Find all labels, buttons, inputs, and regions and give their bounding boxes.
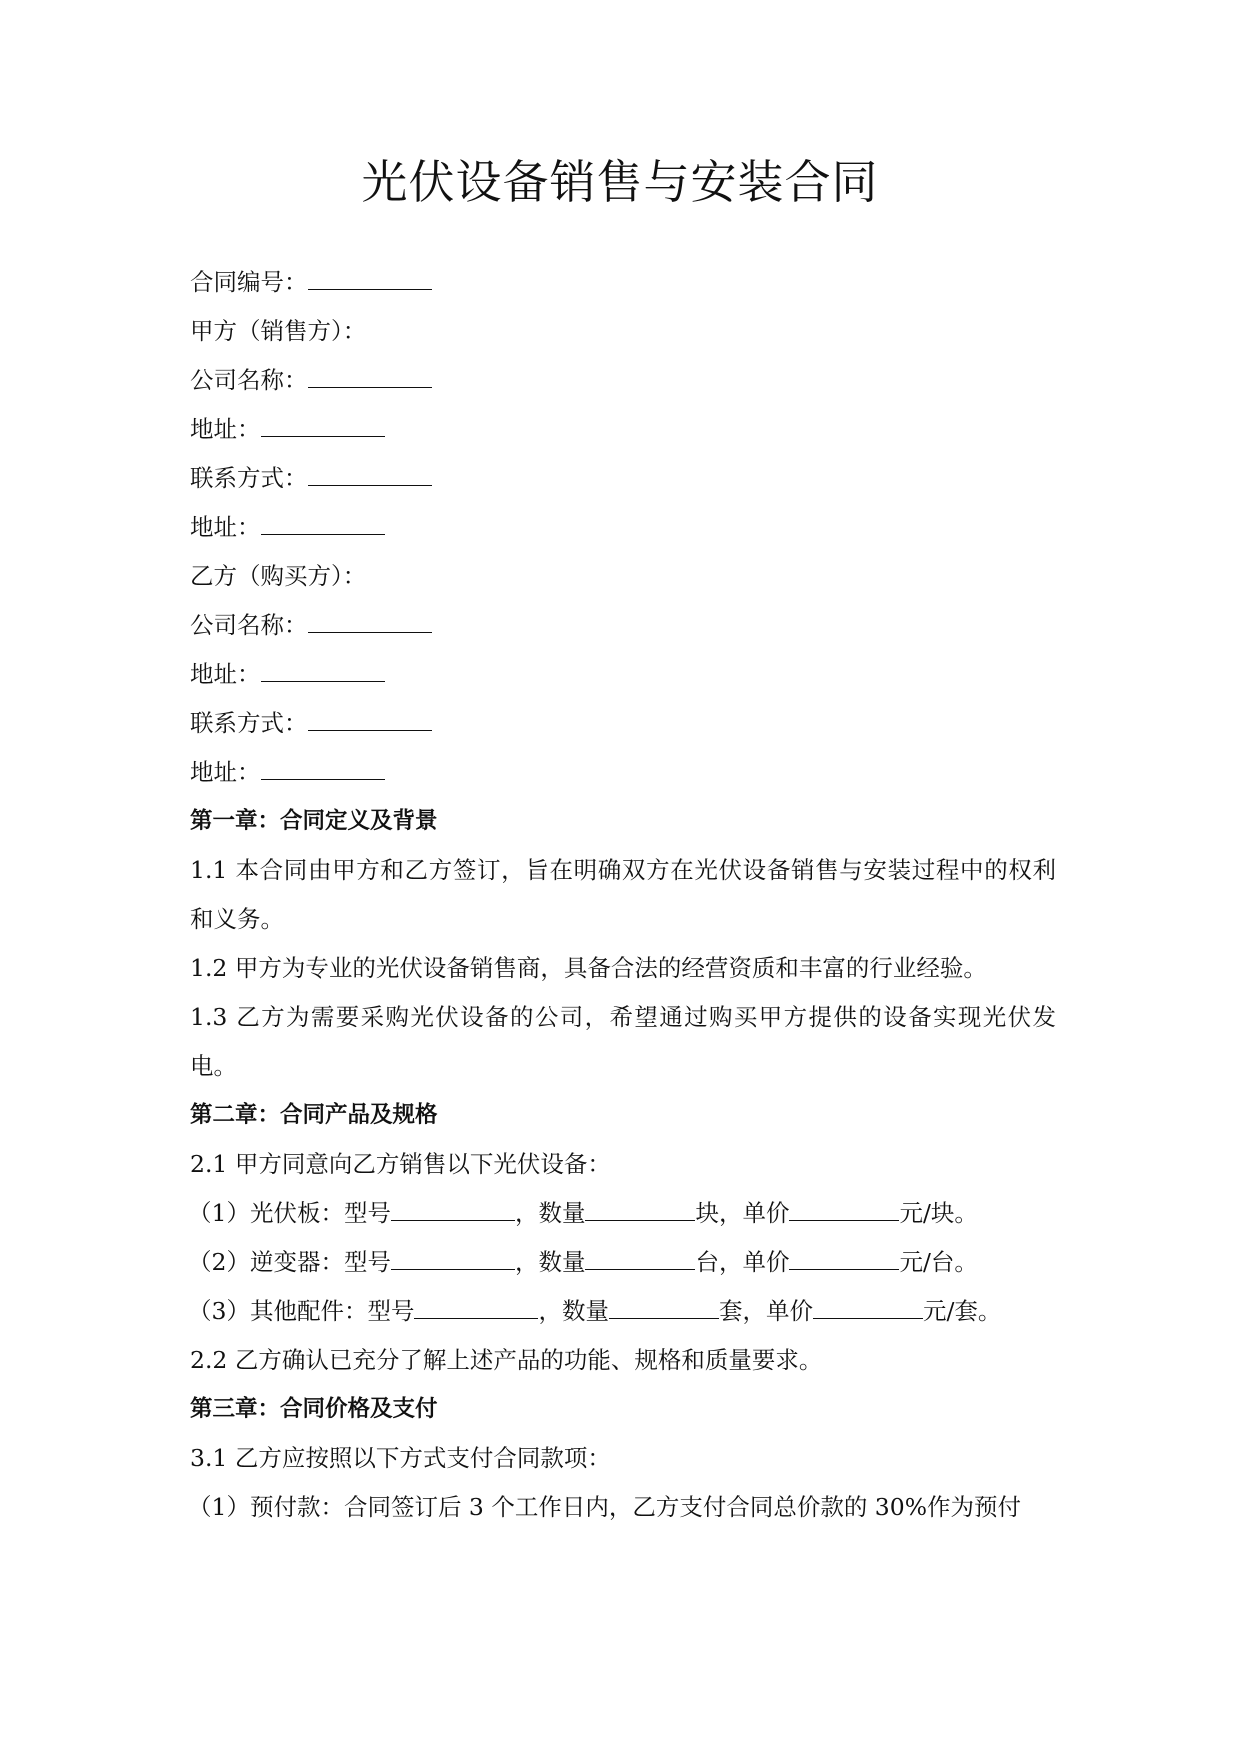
contract-body bbox=[190, 258, 1056, 1532]
clause-2-2: 2.2 乙方确认已充分了解上述产品的功能、规格和质量要求。 bbox=[190, 1346, 823, 1374]
price-blank[interactable] bbox=[789, 1194, 899, 1221]
field-label: 合同编号： bbox=[190, 268, 308, 296]
unit-label: 台，单价 bbox=[695, 1248, 790, 1276]
price-unit: 元/块。 bbox=[899, 1199, 978, 1227]
field-label: 联系方式： bbox=[190, 464, 308, 492]
chapter-heading: 第三章：合同价格及支付 bbox=[190, 1396, 438, 1422]
fill-blank[interactable] bbox=[261, 655, 385, 682]
unit-label: 套，单价 bbox=[718, 1297, 813, 1325]
price-unit: 元/台。 bbox=[899, 1248, 978, 1276]
qty-blank[interactable] bbox=[585, 1243, 695, 1270]
field-contract-number bbox=[190, 258, 1056, 307]
product-item-inverter bbox=[188, 1238, 1056, 1287]
fill-blank[interactable] bbox=[308, 263, 432, 290]
fill-blank[interactable] bbox=[308, 459, 432, 486]
clause-2-1: 2.1 甲方同意向乙方销售以下光伏设备： bbox=[190, 1150, 611, 1178]
field-party-a-address bbox=[190, 405, 1056, 454]
field-party-b-address bbox=[190, 650, 1056, 699]
fill-blank[interactable] bbox=[308, 361, 432, 388]
field-label: 公司名称： bbox=[190, 611, 308, 639]
field-label: 地址： bbox=[190, 758, 261, 786]
qty-label: ，数量 bbox=[514, 1248, 586, 1276]
item-prefix: （1）光伏板：型号 bbox=[188, 1199, 391, 1227]
product-item-accessories bbox=[188, 1287, 1056, 1336]
field-party-a-company bbox=[190, 356, 1056, 405]
model-blank[interactable] bbox=[414, 1292, 538, 1319]
field-label: 乙方（购买方）： bbox=[190, 562, 367, 590]
field-label: 地址： bbox=[190, 513, 261, 541]
clause-3-1: 3.1 乙方应按照以下方式支付合同款项： bbox=[190, 1444, 611, 1472]
chapter-heading: 第一章：合同定义及背景 bbox=[190, 808, 438, 834]
item-prefix: （2）逆变器：型号 bbox=[188, 1248, 391, 1276]
model-blank[interactable] bbox=[391, 1194, 515, 1221]
document-title: 光伏设备销售与安装合同 bbox=[361, 155, 879, 209]
fill-blank[interactable] bbox=[261, 508, 385, 535]
field-label: 地址： bbox=[190, 660, 261, 688]
field-party-a-contact bbox=[190, 454, 1056, 503]
field-party-a-address-2 bbox=[190, 503, 1056, 552]
model-blank[interactable] bbox=[391, 1243, 515, 1270]
qty-blank[interactable] bbox=[585, 1194, 695, 1221]
field-party-a bbox=[190, 307, 1056, 356]
item-prefix: （3）其他配件：型号 bbox=[188, 1297, 415, 1325]
field-label: 联系方式： bbox=[190, 709, 308, 737]
product-item-solar-panel bbox=[188, 1189, 1056, 1238]
price-blank[interactable] bbox=[789, 1243, 899, 1270]
field-label: 甲方（销售方）： bbox=[190, 317, 367, 345]
field-party-b-address-2 bbox=[190, 748, 1056, 797]
qty-label: ，数量 bbox=[538, 1297, 609, 1325]
fill-blank[interactable] bbox=[261, 410, 385, 437]
field-party-b bbox=[190, 552, 1056, 601]
field-party-b-contact bbox=[190, 699, 1056, 748]
price-unit: 元/套。 bbox=[922, 1297, 1002, 1325]
clause-1-3: 1.3 乙方为需要采购光伏设备的公司，希望通过购买甲方提供的设备实现光伏发电。 bbox=[190, 1003, 1056, 1080]
field-party-b-company bbox=[190, 601, 1056, 650]
clause-1-1: 1.1 本合同由甲方和乙方签订，旨在明确双方在光伏设备销售与安装过程中的权利和义务。 bbox=[190, 856, 1056, 933]
unit-label: 块，单价 bbox=[695, 1199, 790, 1227]
qty-label: ，数量 bbox=[514, 1199, 586, 1227]
clause-3-1-item-1: （1）预付款：合同签订后 3 个工作日内，乙方支付合同总价款的 30%作为预付 bbox=[188, 1493, 1022, 1521]
price-blank[interactable] bbox=[813, 1292, 923, 1319]
qty-blank[interactable] bbox=[609, 1292, 719, 1319]
fill-blank[interactable] bbox=[308, 606, 432, 633]
fill-blank[interactable] bbox=[261, 753, 385, 780]
field-label: 地址： bbox=[190, 415, 261, 443]
fill-blank[interactable] bbox=[308, 704, 432, 731]
clause-1-2: 1.2 甲方为专业的光伏设备销售商，具备合法的经营资质和丰富的行业经验。 bbox=[190, 954, 987, 982]
chapter-heading: 第二章：合同产品及规格 bbox=[190, 1102, 438, 1128]
field-label: 公司名称： bbox=[190, 366, 308, 394]
